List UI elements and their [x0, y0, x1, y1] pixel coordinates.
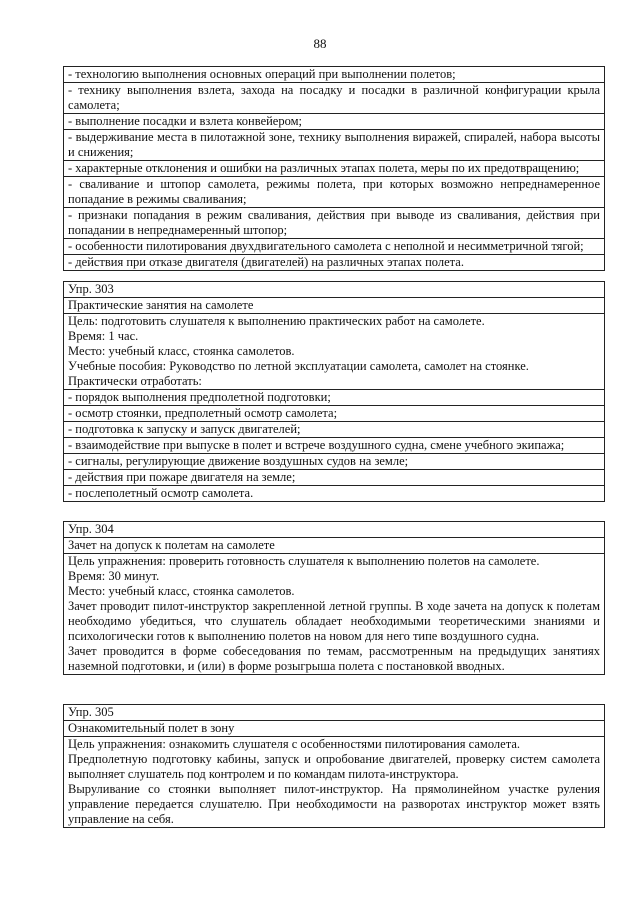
list-item: - сигналы, регулирующие движение воздушных судов на земле; — [64, 454, 604, 470]
exercise-title: Практические занятия на самолете — [64, 298, 604, 314]
list-item: - осмотр стоянки, предполетный осмотр самолета; — [64, 406, 604, 422]
exercise-time: Время: 30 минут. — [68, 569, 160, 583]
exercise-place: Место: учебный класс, стоянка самолетов. — [68, 584, 295, 598]
list-item: - технику выполнения взлета, захода на посадку и посадки в различной конфигурации крыла самолета; — [64, 83, 604, 114]
exercise-304-box — [63, 521, 605, 675]
exercise-number: Упр. 304 — [64, 522, 604, 538]
list-item: - взаимодействие при выпуске в полет и встрече воздушного судна, смене учебного экипажа; — [64, 438, 604, 454]
exercise-number: Упр. 305 — [64, 705, 604, 721]
list-item: - выдерживание места в пилотажной зоне, технику выполнения виражей, спиралей, набора высоты и снижения; — [64, 130, 604, 161]
exercise-aids: Учебные пособия: Руководство по летной эксплуатации самолета, самолет на стоянке. — [68, 359, 529, 373]
list-item: - признаки попадания в режим сваливания, действия при выводе из сваливания, действия при попадании в непреднамеренный штопор; — [64, 208, 604, 239]
list-item: - подготовка к запуску и запуск двигателей; — [64, 422, 604, 438]
exercise-title: Ознакомительный полет в зону — [64, 721, 604, 737]
list-item: - сваливание и штопор самолета, режимы полета, при которых возможно непреднамеренное попадание в режимы сваливания; — [64, 177, 604, 208]
list-item: - технологию выполнения основных операций при выполнении полетов; — [64, 67, 604, 83]
list-item: - выполнение посадки и взлета конвейером; — [64, 114, 604, 130]
list-item: - действия при пожаре двигателя на земле; — [64, 470, 604, 486]
exercise-number: Упр. 303 — [64, 282, 604, 298]
exercise-303-box — [63, 281, 605, 502]
list-item: - порядок выполнения предполетной подготовки; — [64, 390, 604, 406]
list-item: - действия при отказе двигателя (двигателей) на различных этапах полета. — [68, 255, 464, 269]
exercise-title: Зачет на допуск к полетам на самолете — [64, 538, 604, 554]
exercise-paragraph: Зачет проводится в форме собеседования по темам, рассмотренным на предыдущих занятиях наземной подготовки, и (или) в форме розыгрыша полета с постановкой вводных. — [68, 644, 600, 673]
list-item: - характерные отклонения и ошибки на различных этапах полета, меры по их предотвращению; — [64, 161, 604, 177]
list-item: - особенности пилотирования двухдвигательного самолета с неполной и несимметричной тягой; — [64, 239, 604, 255]
exercise-305-box — [63, 704, 605, 828]
exercise-goal: Цель упражнения: проверить готовность слушателя к выполнению полетов на самолете. — [68, 554, 540, 568]
practice-label: Практически отработать: — [64, 374, 604, 390]
page-number: 88 — [313, 36, 327, 51]
exercise-time: Время: 1 час. — [68, 329, 139, 343]
exercise-goal: Цель: подготовить слушателя к выполнению практических работ на самолете. — [68, 314, 485, 328]
exercise-place: Место: учебный класс, стоянка самолетов. — [68, 344, 295, 358]
exercise-paragraph: Предполетную подготовку кабины, запуск и опробование двигателей, проверку систем самолета выполняет слушатель под контролем и по командам пилота-инструктора. — [68, 752, 600, 781]
exercise-goal: Цель упражнения: ознакомить слушателя с особенностями пилотирования самолета. — [68, 737, 520, 751]
intro-list-box — [63, 66, 605, 271]
list-item: - послеполетный осмотр самолета. — [68, 486, 254, 500]
exercise-paragraph: Зачет проводит пилот-инструктор закрепленной летной группы. В ходе зачета на допуск к полетам необходимо убедиться, что слушатель обладает необходимыми теоретическими знаниями и психологически готов к выполнению полетов на новом для него типе воздушного судна. — [68, 599, 600, 643]
exercise-paragraph: Выруливание со стоянки выполняет пилот-инструктор. На прямолинейном участке руления управление передается слушателю. При необходимости на разворотах инструктор может взять управление на себя. — [68, 782, 600, 826]
